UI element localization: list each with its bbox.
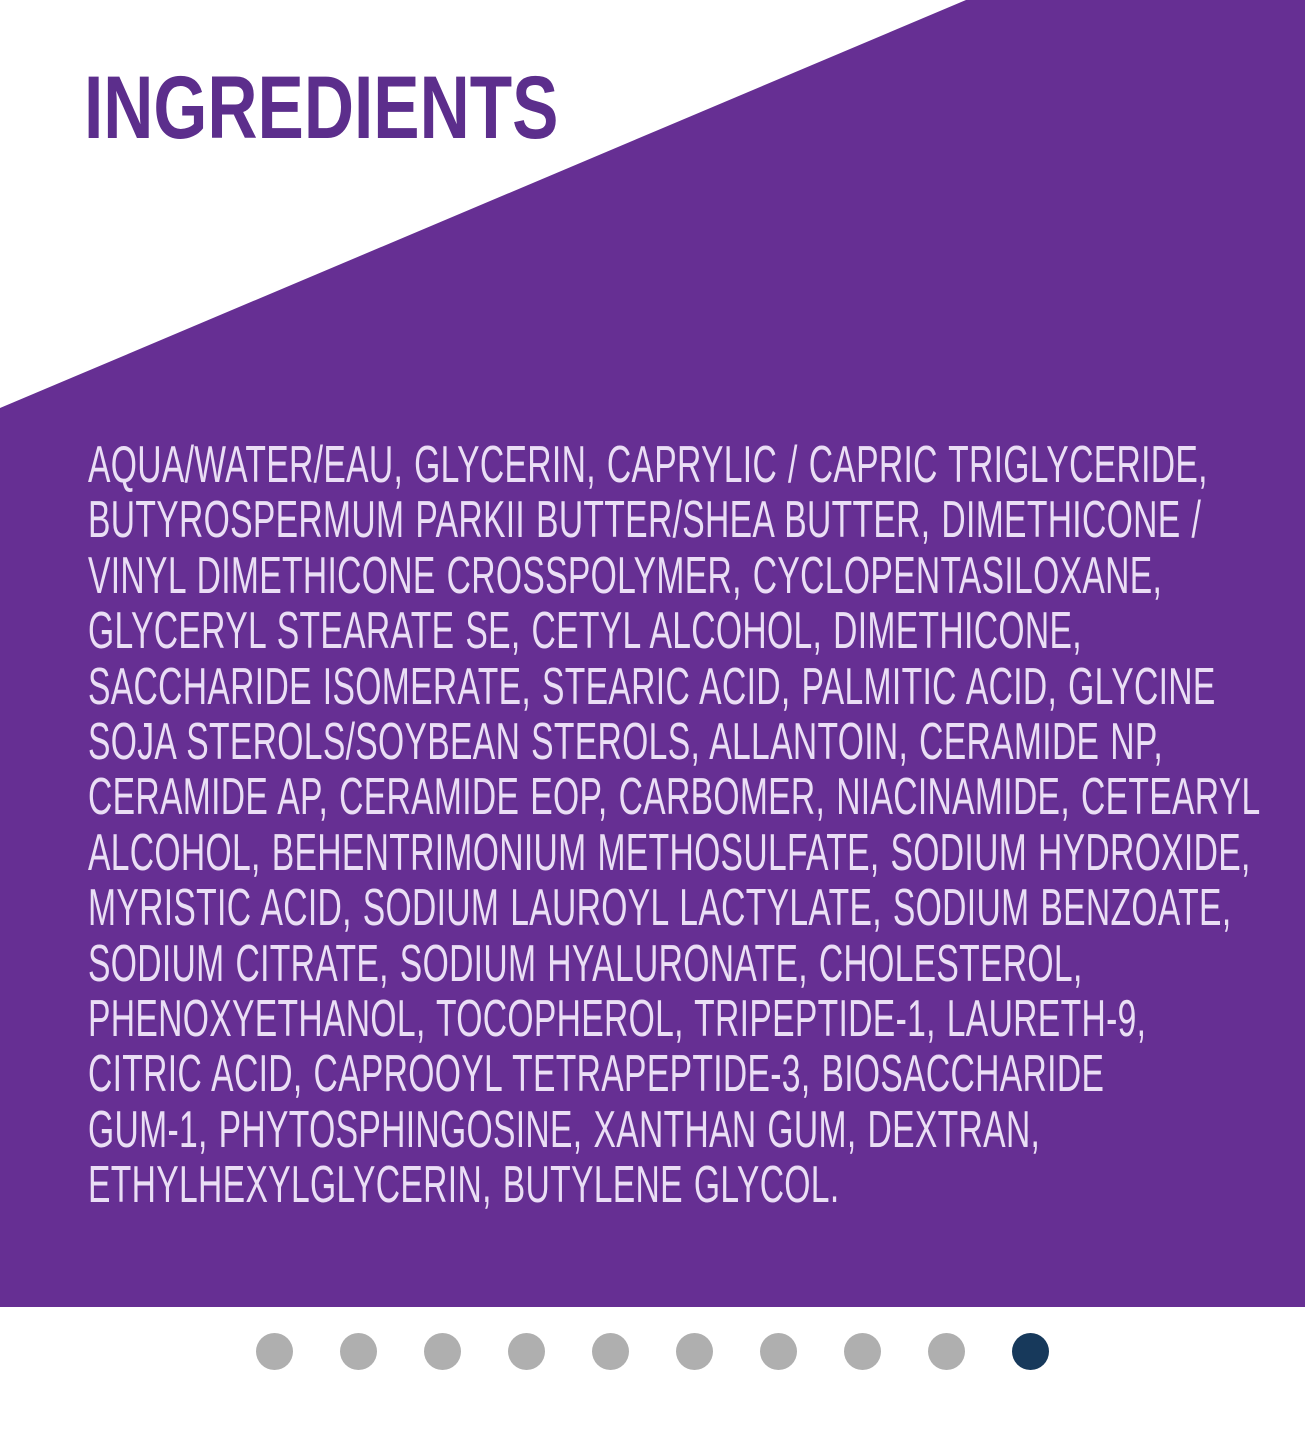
carousel-dot[interactable] bbox=[760, 1333, 797, 1370]
carousel-footer bbox=[0, 1307, 1305, 1440]
carousel-dot[interactable] bbox=[592, 1333, 629, 1370]
ingredients-line: CERAMIDE AP, CERAMIDE EOP, CARBOMER, NIACINAMIDE, CETEARYL bbox=[88, 768, 1261, 827]
ingredients-line: SODIUM CITRATE, SODIUM HYALURONATE, CHOLESTEROL, bbox=[88, 934, 1083, 993]
ingredients-line: BUTYROSPERMUM PARKII BUTTER/SHEA BUTTER, DIMETHICONE / bbox=[88, 491, 1202, 550]
ingredients-line: SOJA STEROLS/SOYBEAN STEROLS, ALLANTOIN, CERAMIDE NP, bbox=[88, 713, 1164, 772]
carousel-dots bbox=[0, 1333, 1305, 1370]
carousel-dot-active[interactable] bbox=[1012, 1333, 1049, 1370]
carousel-dot[interactable] bbox=[256, 1333, 293, 1370]
ingredients-line: CITRIC ACID, CAPROOYL TETRAPEPTIDE-3, BIOSACCHARIDE bbox=[88, 1045, 1105, 1104]
ingredients-list bbox=[88, 436, 1261, 1215]
carousel-dot[interactable] bbox=[340, 1333, 377, 1370]
ingredients-line: SACCHARIDE ISOMERATE, STEARIC ACID, PALMITIC ACID, GLYCINE bbox=[88, 657, 1216, 716]
carousel-dot[interactable] bbox=[676, 1333, 713, 1370]
carousel-dot[interactable] bbox=[424, 1333, 461, 1370]
ingredients-line: GUM-1, PHYTOSPHINGOSINE, XANTHAN GUM, DEXTRAN, bbox=[88, 1100, 1041, 1159]
ingredients-title: INGREDIENTS bbox=[84, 57, 559, 157]
ingredients-line: ALCOHOL, BEHENTRIMONIUM METHOSULFATE, SODIUM HYDROXIDE, bbox=[88, 823, 1251, 882]
ingredients-line: PHENOXYETHANOL, TOCOPHEROL, TRIPEPTIDE-1, LAURETH-9, bbox=[88, 990, 1147, 1049]
ingredients-line: AQUA/WATER/EAU, GLYCERIN, CAPRYLIC / CAPRIC TRIGLYCERIDE, bbox=[88, 436, 1208, 494]
ingredients-line: ETHYLHEXYLGLYCERIN, BUTYLENE GLYCOL. bbox=[88, 1156, 840, 1215]
carousel-dot[interactable] bbox=[844, 1333, 881, 1370]
carousel-dot[interactable] bbox=[928, 1333, 965, 1370]
ingredients-line: GLYCERYL STEARATE SE, CETYL ALCOHOL, DIMETHICONE, bbox=[88, 602, 1082, 661]
ingredients-line: MYRISTIC ACID, SODIUM LAUROYL LACTYLATE, SODIUM BENZOATE, bbox=[88, 879, 1232, 938]
carousel-dot[interactable] bbox=[508, 1333, 545, 1370]
ingredients-line: VINYL DIMETHICONE CROSSPOLYMER, CYCLOPENTASILOXANE, bbox=[88, 546, 1163, 605]
